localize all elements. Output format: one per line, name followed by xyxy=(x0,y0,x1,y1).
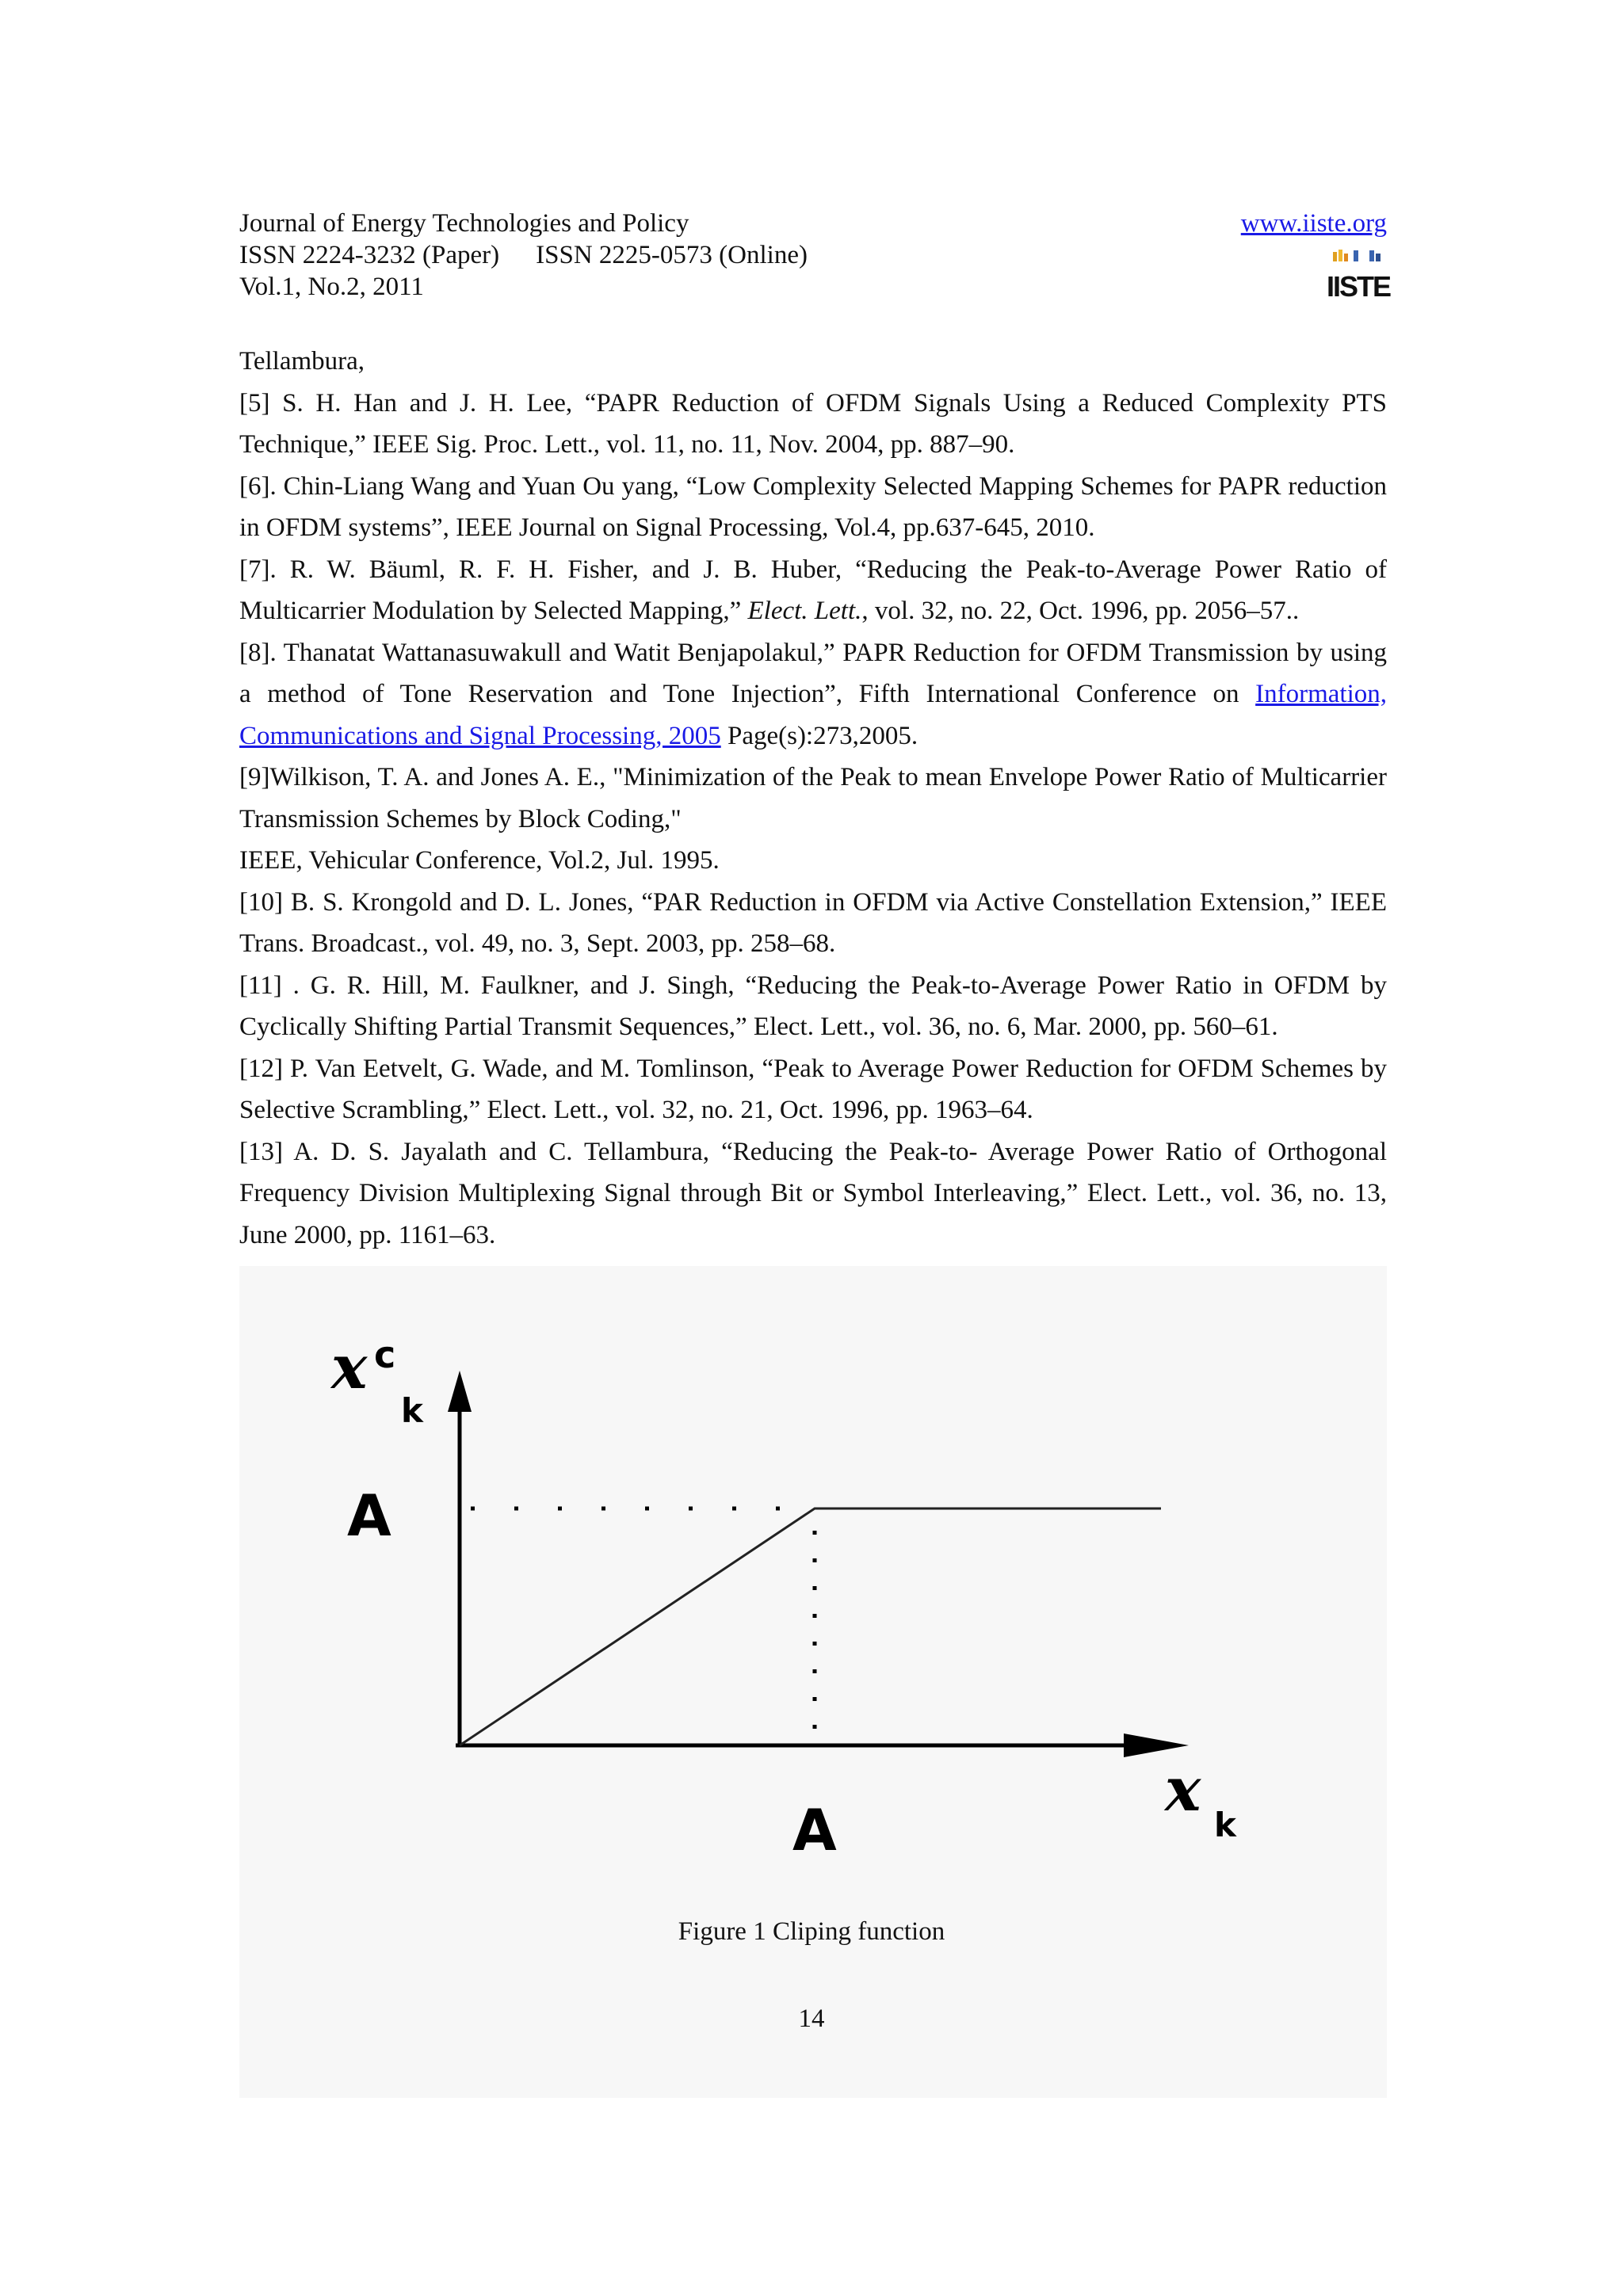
volume-line: Vol.1, No.2, 2011 xyxy=(239,273,424,301)
reference-9-continued: IEEE, Vehicular Conference, Vol.2, Jul. 1995. xyxy=(239,846,720,875)
reference-13: [13] A. D. S. Jayalath and C. Tellambura, “Reducing the Peak-to- Average Power Ratio of Orthogonal Frequency Division Multiplexing Signal through Bit or Symbol Interleaving,” Elect. Lett., vol. 36, no. 13, June 2000, pp. 1161–63. xyxy=(239,1137,1387,1249)
page-number: 14 xyxy=(798,2004,825,2033)
y-axis-arrowhead xyxy=(448,1371,472,1412)
reference-11: [11] . G. R. Hill, M. Faulkner, and J. Singh, “Reducing the Peak-to-Average Power Ratio in OFDM by Cyclically Shifting Partial Transmit Sequences,” Elect. Lett., vol. 36, no. 6, Mar. 2000, pp. 560–61. xyxy=(239,971,1387,1041)
x-axis-subscript: k xyxy=(1214,1806,1236,1844)
reference-6: [6]. Chin-Liang Wang and Yuan Ou yang, “Low Complexity Selected Mapping Schemes for PAPR reduction in OFDM systems”, IEEE Journal on Signal Processing, Vol.4, pp.637-645, 2010. xyxy=(239,471,1387,542)
journal-url-link[interactable]: www.iiste.org xyxy=(1240,209,1387,238)
reference-10: [10] B. S. Krongold and D. L. Jones, “PAR Reduction in OFDM via Active Constellation Extension,” IEEE Trans. Broadcast., vol. 49, no. 3, Sept. 2003, pp. 258–68. xyxy=(239,887,1387,958)
figure-caption: Figure 1 Cliping function xyxy=(678,1917,945,1946)
reference-8-text: [8]. Thanatat Wattanasuwakull and Watit Benjapolakul,” PAPR Reduction for OFDM Transmission by using a method of Tone Reservation and Tone Injection”, Fifth International Conference on xyxy=(239,638,1387,708)
reference-5: [5] S. H. Han and J. H. Lee, “PAPR Reduction of OFDM Signals Using a Reduced Complexity PTS Technique,” IEEE Sig. Proc. Lett., vol. 11, no. 11, Nov. 2004, pp. 887–90. xyxy=(239,388,1387,459)
reference-8-rest: Page(s):273,2005. xyxy=(720,721,918,750)
reference-9: [9]Wilkison, T. A. and Jones A. E., "Minimization of the Peak to mean Envelope Power Ratio of Multicarrier Transmission Schemes by Block Coding," xyxy=(239,763,1387,833)
y-axis-symbol: x xyxy=(331,1332,368,1402)
reference-4-tail: Tellambura, xyxy=(239,347,365,376)
reference-7-text: [7]. R. W. Bäuml, R. F. H. Fisher, and J. B. Huber, “Reducing the Peak-to-Average Power Ratio of Multicarrier Modulation by Selected Mapping,” xyxy=(239,555,1387,625)
x-axis-symbol: x xyxy=(1165,1754,1201,1825)
reference-8-link[interactable]: Information, Communications and Signal Processing, 2005 xyxy=(239,680,1387,750)
issn-online: ISSN 2225-0573 (Online) xyxy=(536,241,808,269)
reference-7-journal: Elect. Lett. xyxy=(747,597,862,625)
journal-title: Journal of Energy Technologies and Policy xyxy=(239,209,689,238)
y-axis-superscript: c xyxy=(374,1333,396,1376)
reference-7-rest: , vol. 32, no. 22, Oct. 1996, pp. 2056–57.. xyxy=(861,597,1300,625)
x-level-label: A xyxy=(792,1797,837,1863)
iiste-logo-text: IISTE xyxy=(1326,270,1391,303)
issn-paper: ISSN 2224-3232 (Paper) xyxy=(239,241,500,269)
y-axis-subscript: k xyxy=(401,1391,423,1430)
y-level-label: A xyxy=(347,1482,391,1549)
reference-12: [12] P. Van Eetvelt, G. Wade, and M. Tomlinson, “Peak to Average Power Reduction for OFDM Schemes by Selective Scrambling,” Elect. Lett., vol. 32, no. 21, Oct. 1996, pp. 1963–64. xyxy=(239,1054,1387,1124)
clipping-curve xyxy=(460,1508,1161,1745)
